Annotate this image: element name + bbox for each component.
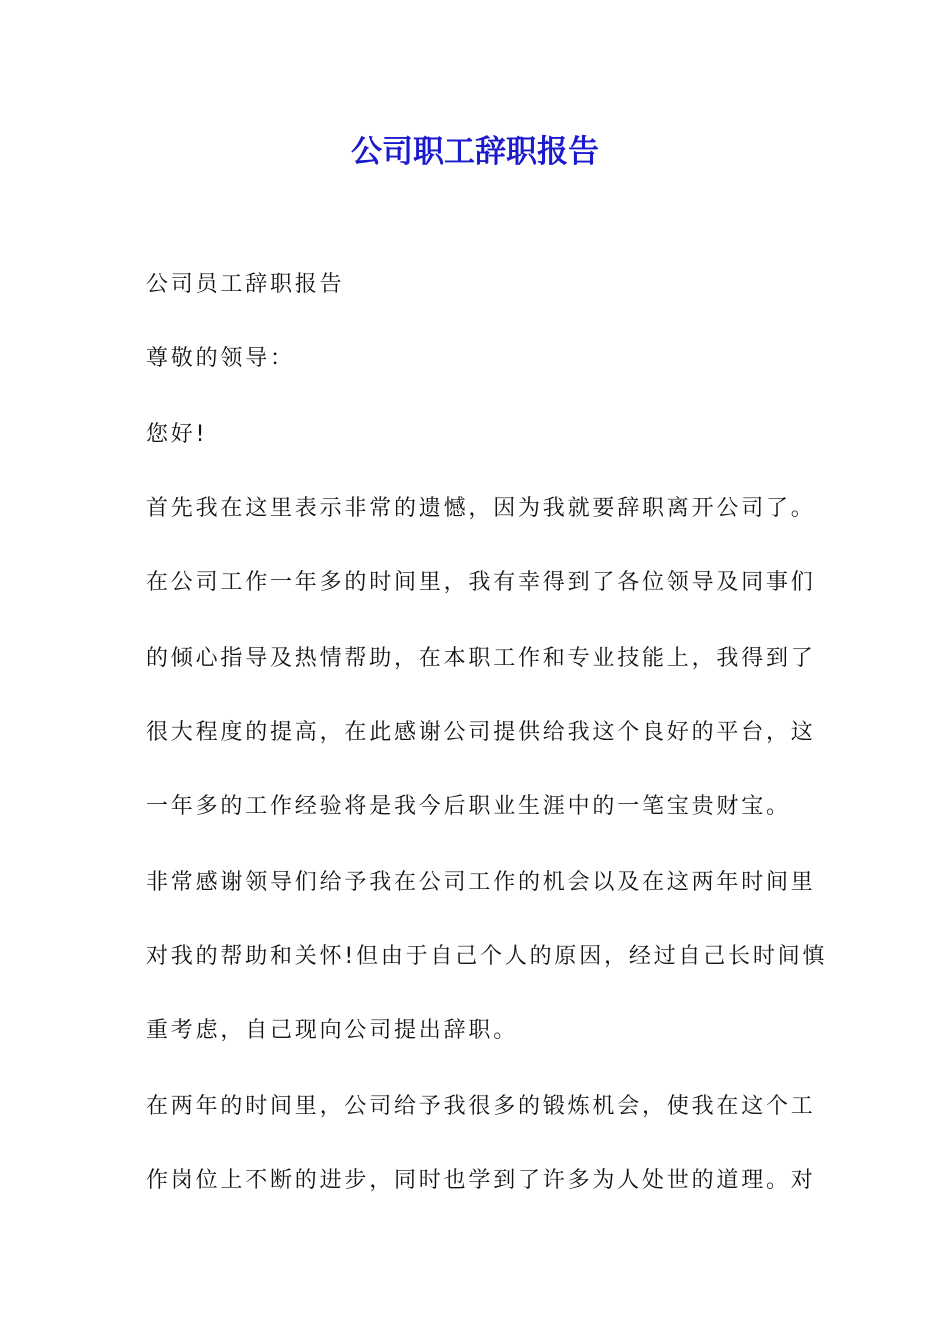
paragraph-line: 首先我在这里表示非常的遗憾，因为我就要辞职离开公司了。 bbox=[146, 496, 816, 521]
paragraph-line: 的倾心指导及热情帮助，在本职工作和专业技能上，我得到了 bbox=[146, 646, 816, 671]
paragraph-line: 重考虑，自己现向公司提出辞职。 bbox=[146, 1018, 519, 1043]
paragraph-line: 公司员工辞职报告 bbox=[146, 272, 345, 297]
paragraph-line: 很大程度的提高，在此感谢公司提供给我这个良好的平台，这 bbox=[146, 720, 816, 745]
document-title: 公司职工辞职报告 bbox=[351, 134, 599, 170]
paragraph-line: 对我的帮助和关怀!但由于自己个人的原因，经过自己长时间慎 bbox=[146, 944, 828, 969]
paragraph-line: 非常感谢领导们给予我在公司工作的机会以及在这两年时间里 bbox=[146, 870, 816, 895]
paragraph-line: 在公司工作一年多的时间里，我有幸得到了各位领导及同事们 bbox=[146, 570, 816, 595]
paragraph-line: 尊敬的领导： bbox=[146, 346, 295, 371]
paragraph-line: 作岗位上不断的进步，同时也学到了许多为人处世的道理。对 bbox=[146, 1168, 816, 1193]
paragraph-line: 您好! bbox=[146, 422, 208, 447]
paragraph-line: 在两年的时间里，公司给予我很多的锻炼机会，使我在这个工 bbox=[146, 1094, 816, 1119]
paragraph-line: 一年多的工作经验将是我今后职业生涯中的一笔宝贵财宝。 bbox=[146, 794, 791, 819]
